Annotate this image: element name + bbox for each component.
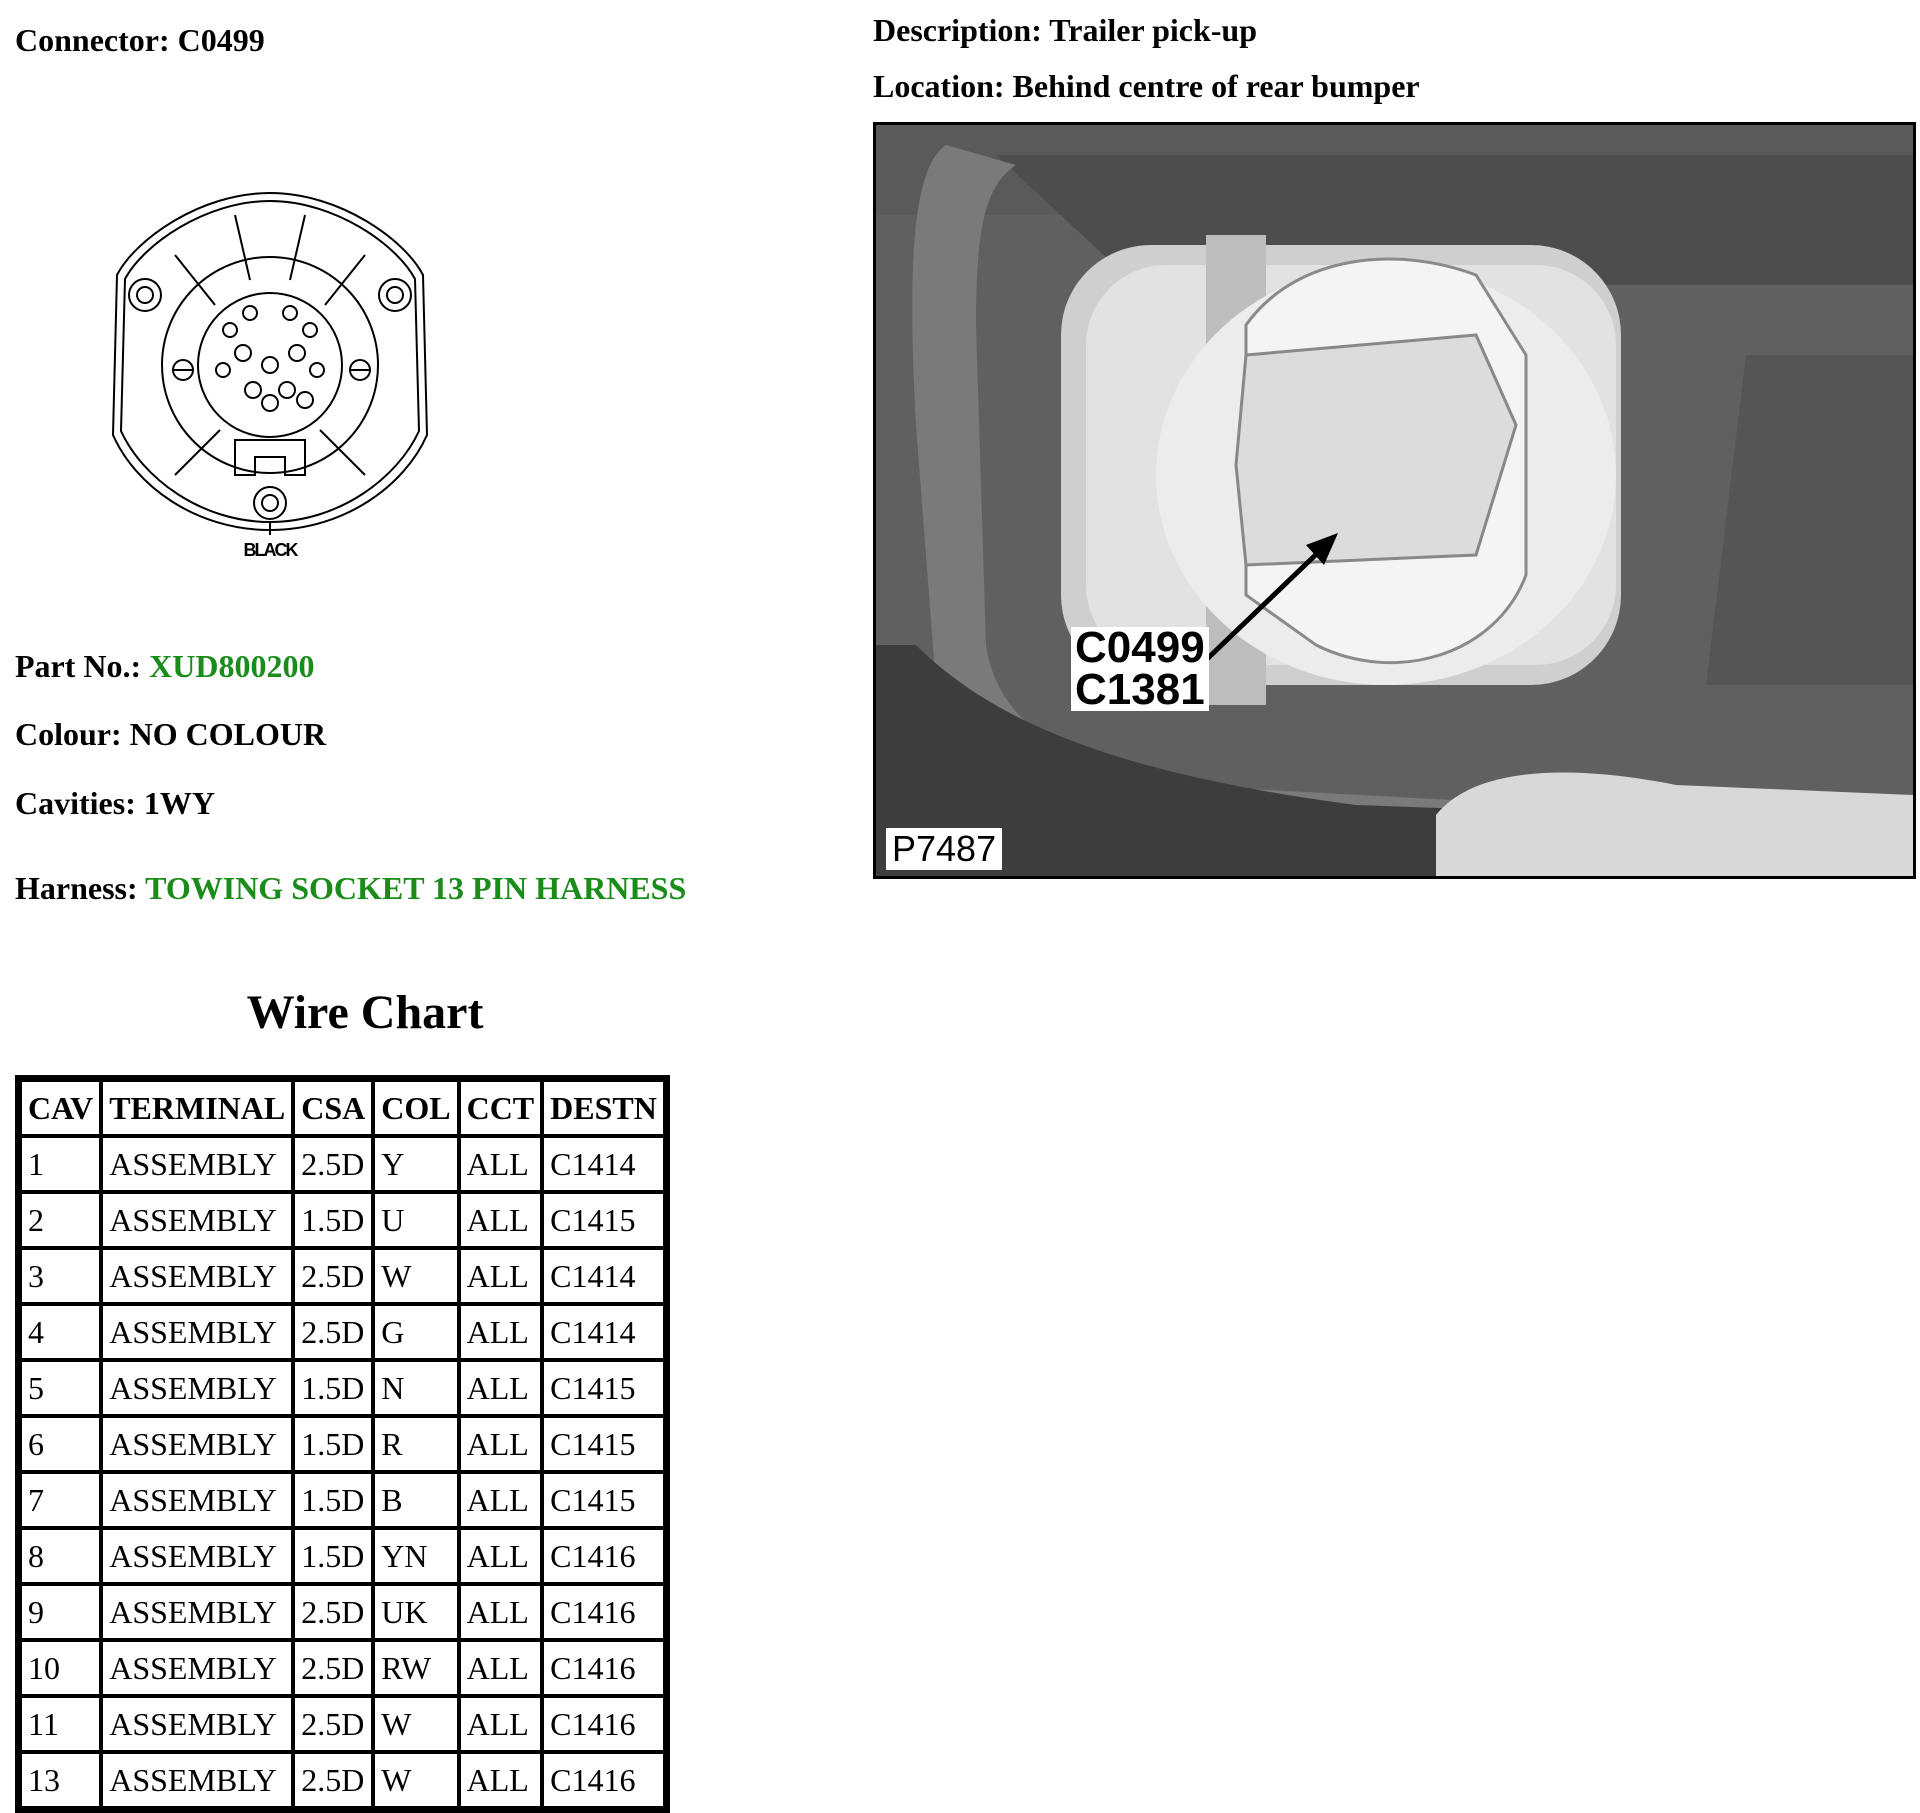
table-cell: ASSEMBLY [103,1250,291,1302]
table-cell: W [375,1698,456,1750]
table-cell: ALL [461,1250,541,1302]
table-cell: 2.5D [295,1642,371,1694]
location-value: Behind centre of rear bumper [1012,68,1420,104]
table-cell: ALL [461,1642,541,1694]
wire-chart-header-terminal: TERMINAL [103,1082,291,1134]
table-cell: Y [375,1138,456,1190]
table-row [22,1586,663,1638]
table-cell: C1415 [544,1194,663,1246]
table-cell: 2.5D [295,1250,371,1302]
connector-face-diagram [105,185,435,570]
table-cell: 10 [22,1642,99,1694]
table-cell: 2.5D [295,1754,371,1806]
table-cell: 2.5D [295,1586,371,1638]
table-cell: ALL [461,1418,541,1470]
table-cell: 8 [22,1530,99,1582]
table-row [22,1642,663,1694]
table-cell: ALL [461,1474,541,1526]
table-cell: ALL [461,1362,541,1414]
wire-chart-header-csa: CSA [295,1082,371,1134]
table-cell: 1.5D [295,1362,371,1414]
wire-chart-header-col: COL [375,1082,456,1134]
table-cell: C1414 [544,1138,663,1190]
table-cell: C1416 [544,1586,663,1638]
table-cell: G [375,1306,456,1358]
location-photo [873,122,1916,879]
part-no-link[interactable]: XUD800200 [149,648,315,684]
table-cell: ASSEMBLY [103,1194,291,1246]
table-cell: ALL [461,1306,541,1358]
table-cell: C1415 [544,1418,663,1470]
table-cell: ASSEMBLY [103,1530,291,1582]
description-value: Trailer pick-up [1049,12,1257,48]
wire-chart-header-cct: CCT [461,1082,541,1134]
table-row [22,1306,663,1358]
cavities-value: 1WY [143,785,215,821]
table-cell: C1415 [544,1362,663,1414]
table-cell: 2 [22,1194,99,1246]
table-row [22,1194,663,1246]
table-cell: 1.5D [295,1418,371,1470]
harness-field [15,870,686,907]
description-label: Description: [873,12,1042,48]
table-row [22,1530,663,1582]
table-cell: ASSEMBLY [103,1474,291,1526]
table-cell: ALL [461,1194,541,1246]
table-cell: C1416 [544,1754,663,1806]
connector-field [15,22,265,59]
table-cell: ASSEMBLY [103,1754,291,1806]
table-cell: ASSEMBLY [103,1698,291,1750]
table-row [22,1418,663,1470]
table-row [22,1362,663,1414]
table-cell: 13 [22,1754,99,1806]
table-cell: ASSEMBLY [103,1586,291,1638]
table-row [22,1250,663,1302]
photo-callout-c0499: C0499 [1075,623,1205,672]
part-no-label: Part No.: [15,648,142,684]
table-cell: 2.5D [295,1698,371,1750]
table-cell: 2.5D [295,1138,371,1190]
colour-label: Colour: [15,716,122,752]
table-cell: C1414 [544,1250,663,1302]
table-cell: 3 [22,1250,99,1302]
table-cell: U [375,1194,456,1246]
cavities-label: Cavities: [15,785,136,821]
wire-chart-title: Wire Chart [246,986,484,1039]
location-field [873,68,1420,105]
table-cell: ASSEMBLY [103,1362,291,1414]
table-cell: C1415 [544,1474,663,1526]
connector-label: Connector: [15,22,170,58]
table-cell: C1414 [544,1306,663,1358]
wire-chart-table [15,1075,670,1813]
description-field [873,12,1257,49]
table-cell: W [375,1754,456,1806]
table-cell: 7 [22,1474,99,1526]
colour-value: NO COLOUR [129,716,327,752]
table-cell: B [375,1474,456,1526]
table-cell: UK [375,1586,456,1638]
location-label: Location: [873,68,1005,104]
photo-reference: P7487 [886,828,1002,870]
table-cell: ASSEMBLY [103,1138,291,1190]
wire-chart-header-destn: DESTN [544,1082,663,1134]
table-cell: 1.5D [295,1194,371,1246]
table-cell: ALL [461,1138,541,1190]
table-cell: RW [375,1642,456,1694]
table-cell: 1.5D [295,1530,371,1582]
connector-value: C0499 [177,22,265,58]
wire-chart-header-cav: CAV [22,1082,99,1134]
harness-label: Harness: [15,870,138,906]
table-cell: C1416 [544,1530,663,1582]
table-cell: 4 [22,1306,99,1358]
table-cell: ASSEMBLY [103,1418,291,1470]
table-row [22,1698,663,1750]
table-cell: ALL [461,1586,541,1638]
table-cell: 11 [22,1698,99,1750]
table-row [22,1138,663,1190]
table-cell: 6 [22,1418,99,1470]
harness-link[interactable]: TOWING SOCKET 13 PIN HARNESS [145,870,687,906]
table-cell: 5 [22,1362,99,1414]
table-cell: YN [375,1530,456,1582]
table-cell: ALL [461,1754,541,1806]
table-cell: 1.5D [295,1474,371,1526]
table-cell: 9 [22,1586,99,1638]
table-cell: 1 [22,1138,99,1190]
table-cell: W [375,1250,456,1302]
diagram-bottom-label: BLACK [243,540,297,560]
table-cell: ALL [461,1698,541,1750]
table-row [22,1754,663,1806]
wire-chart-body [22,1138,663,1806]
table-cell: N [375,1362,456,1414]
colour-field [15,716,326,753]
table-cell: C1416 [544,1698,663,1750]
table-cell: ASSEMBLY [103,1306,291,1358]
table-row [22,1474,663,1526]
part-no-field [15,648,315,685]
table-cell: R [375,1418,456,1470]
table-cell: ALL [461,1530,541,1582]
table-cell: 2.5D [295,1306,371,1358]
table-cell: C1416 [544,1642,663,1694]
table-cell: ASSEMBLY [103,1642,291,1694]
photo-callout-c1381: C1381 [1075,665,1205,714]
cavities-field [15,785,215,822]
wire-chart-header-row [22,1082,663,1134]
